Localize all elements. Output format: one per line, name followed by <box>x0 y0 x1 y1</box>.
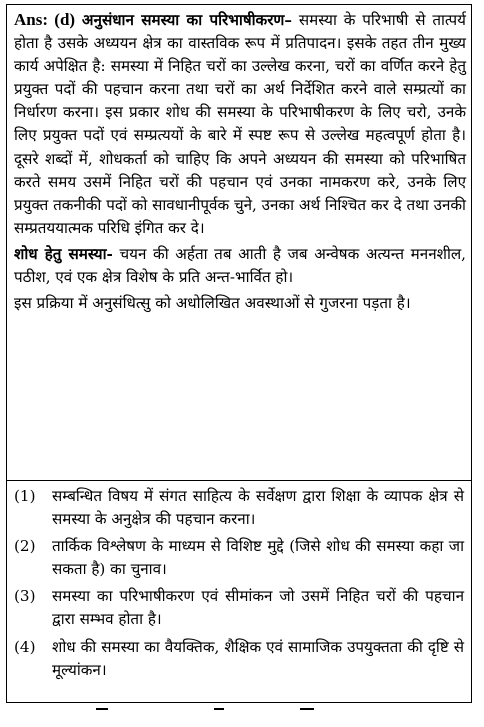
list-item-text: शोध की समस्या का वैयक्तिक, शैक्षिक एवं सामाजिक उपयुक्तता की दृष्टि से मूल्यांकन। <box>52 637 464 679</box>
list-item <box>14 636 464 682</box>
cut-off-text-marks <box>0 708 484 712</box>
list-item-text: समस्या का परिभाषीकरण एवं सीमांकन जो उसमें निहित चरों की पहचान द्वारा सम्भव होता है। <box>52 587 464 629</box>
process-paragraph <box>14 292 466 315</box>
list-item <box>14 485 464 531</box>
selection-paragraph <box>14 243 466 289</box>
list-item-text: तार्किक विश्लेषण के माध्यम से विशिष्ट मुद्दे (जिसे शोध की समस्या कहा जा सकता है) का चुनाव। <box>52 537 464 579</box>
answer-label: Ans: (d) <box>14 10 76 29</box>
intro-text: समस्या के परिभाषी से तात्पर्य होता है उसके अध्ययन क्षेत्र का वास्तविक रूप में प्रतिपादन। इसके तहत तीन मुख्य कार्य अपेक्षित है: समस्या में निहित चरों का उल्लेख करना, चरों का वर्णित करने हेतु प्रयुक्त पदों की पहचान करना तथा चरों का अर्थ निर्देशित करने वाले सम्प्रत्यों का निर्धारण करना। इस प्रकार शोध की समस्या के परिभाषीकरण के लिए चरो, उनके लिए प्रयुक्त पदों एवं सम्प्रत्ययों के बारे में स्पष्ट रूप से उल्लेख महत्वपूर्ण होता है। दूसरे शब्दों में, शोधकर्ता को चाहिए कि अपने अध्ययन की समस्या को परिभाषित करते समय उसमें निहित चरों की पहचान एवं उनका नामकरण करे, उनके लिए प्रयुक्त तकनीकी पदों को सावधानीपूर्वक चुने, उनका अर्थ निश्चित कर दे तथा उनकी सम्प्रतययात्मक परिधि इंगित कर दे। <box>14 11 466 237</box>
intro-paragraph <box>14 8 466 240</box>
list-item-number: (1) <box>14 487 36 505</box>
list-item-number: (3) <box>14 587 36 606</box>
list-item <box>14 585 464 631</box>
list-item <box>14 535 464 581</box>
list-item-number: (2) <box>14 537 36 556</box>
list-item-number: (4) <box>14 637 36 656</box>
process-text: इस प्रक्रिया में अनुसंधित्सु को अधोलिखित अवस्थाओं से गुजरना पड़ता है। <box>14 294 411 313</box>
answer-content <box>14 8 466 318</box>
stages-list <box>14 485 464 686</box>
selection-text: चयन की अर्हता तब आती है जब अन्वेषक अत्यन्त मननशील, पठीश, एवं एक क्षेत्र विशेष के प्रति अन्त-भार्वित हो। <box>14 244 467 287</box>
intro-heading: अनुसंधान समस्या का परिभाषीकरण– <box>81 11 293 29</box>
list-item-text: सम्बन्धित विषय में संगत साहित्य के सर्वेक्षण द्वारा शिक्षा के व्यापक क्षेत्र से समस्या के अनुक्षेत्र की पहचान करना। <box>52 487 464 529</box>
selection-heading: शोध हेतु समस्या- <box>14 244 113 263</box>
